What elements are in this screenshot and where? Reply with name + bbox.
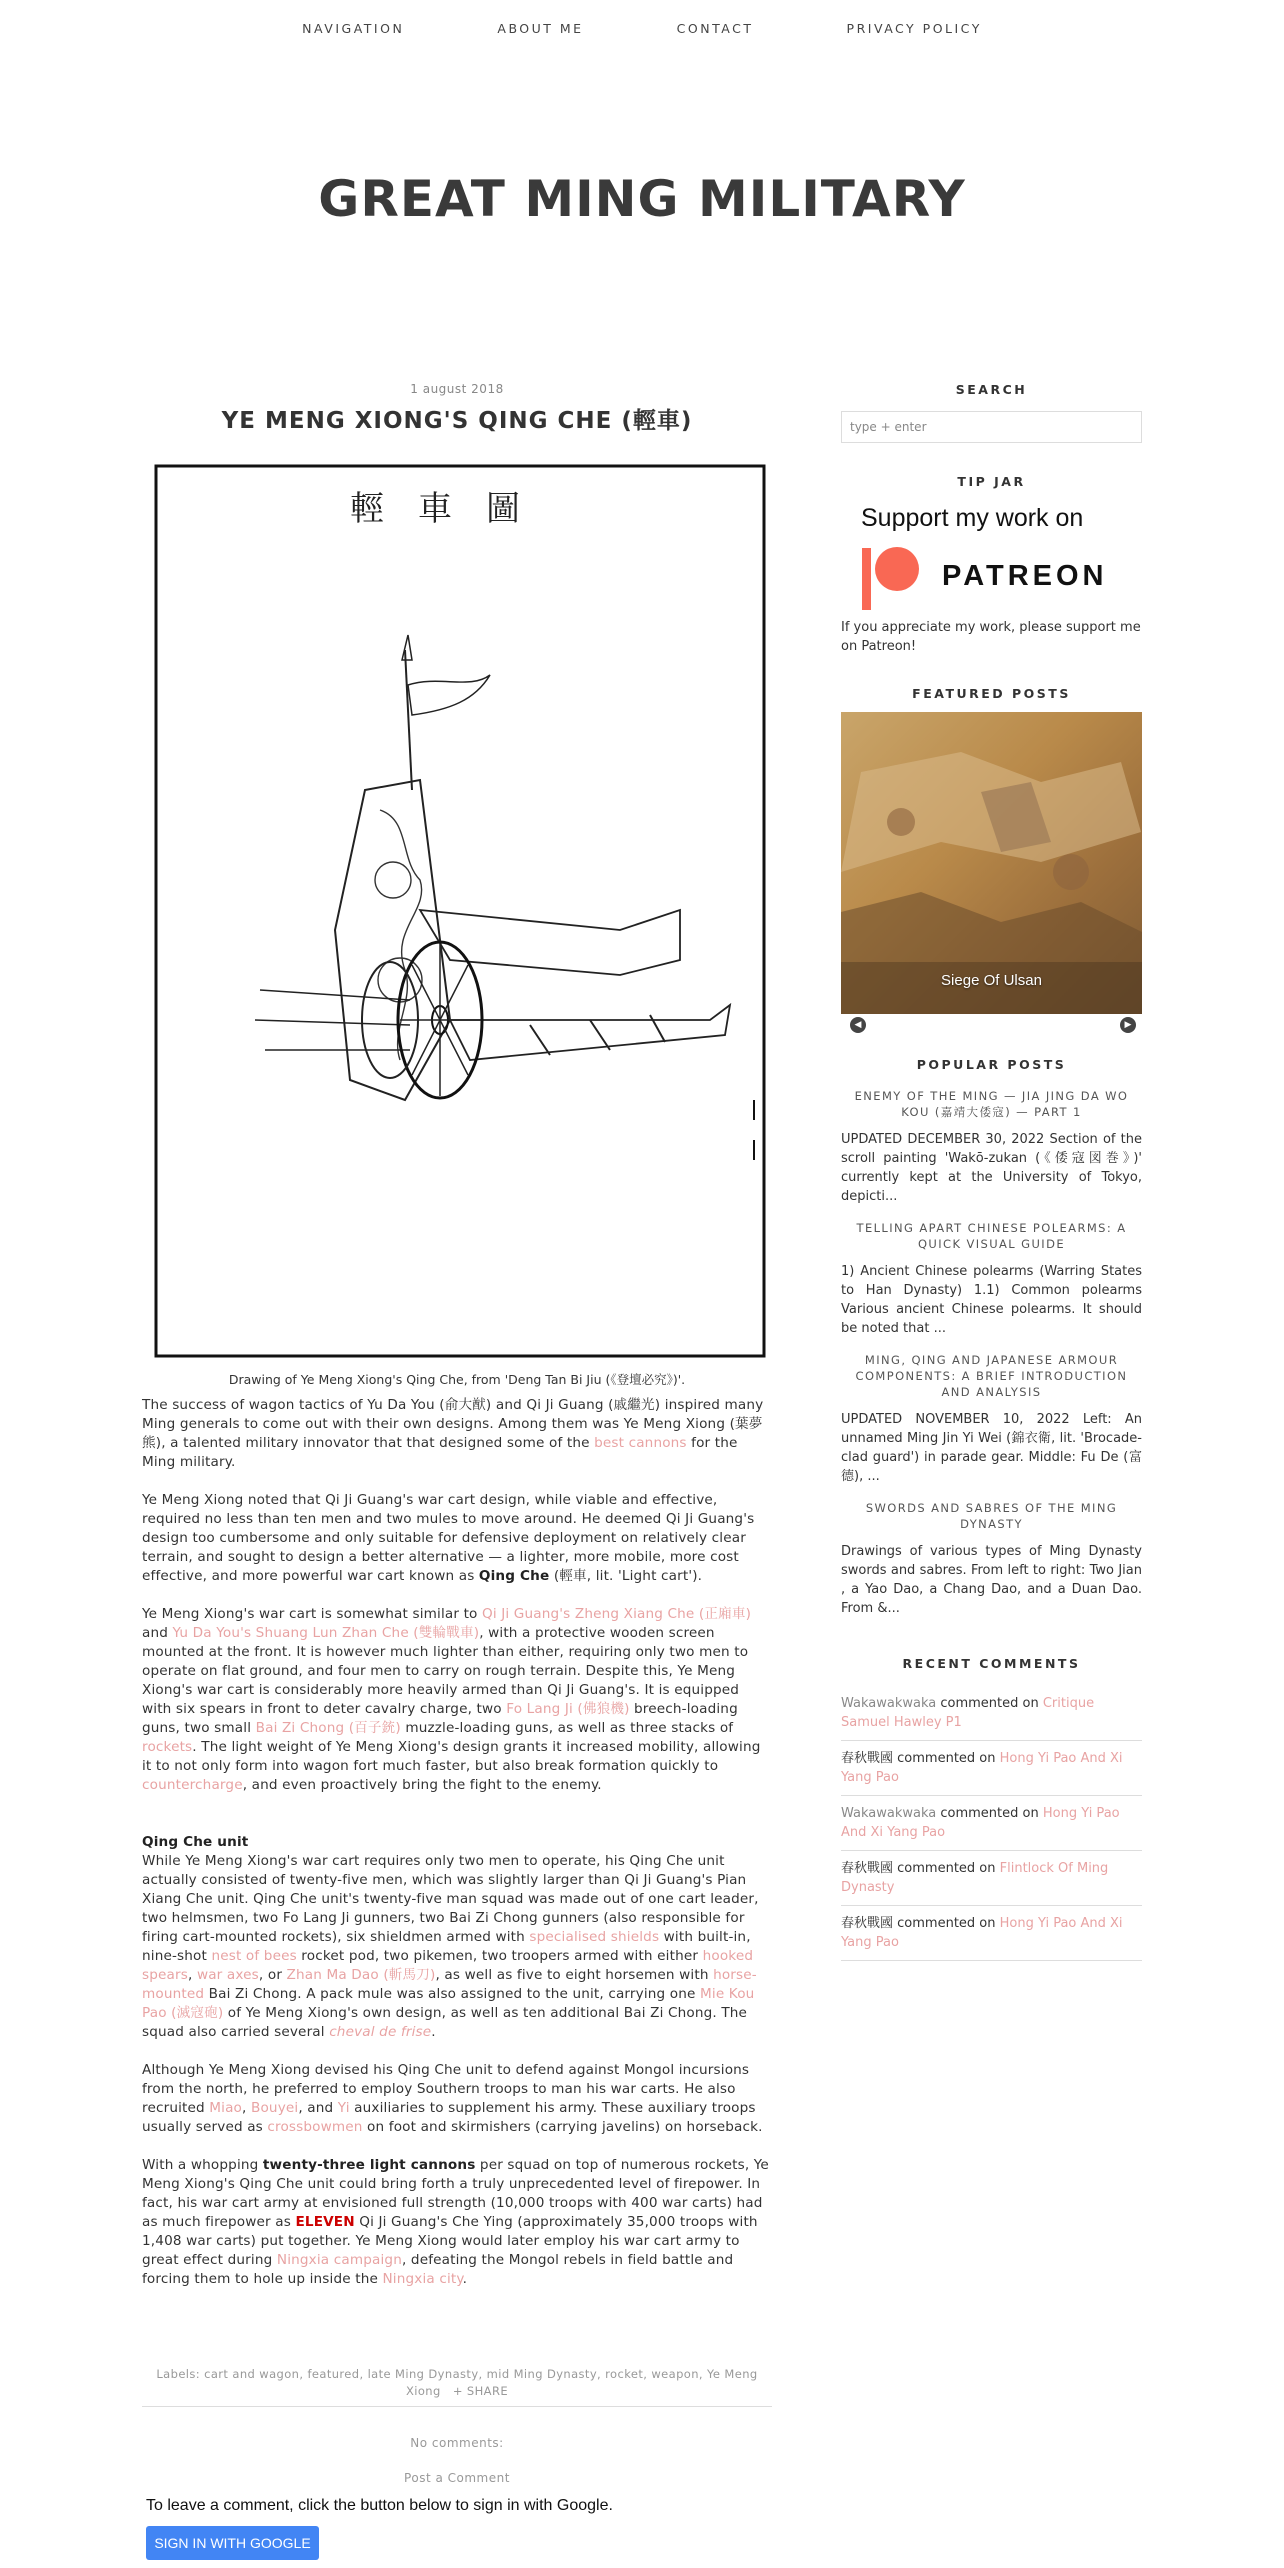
popular-post-snippet: Drawings of various types of Ming Dynasty swords and sabres. From left to right: Two Jian , a Yao Dao, a Chang Dao, and a Duan Dao. From &... — [841, 1544, 1142, 1616]
patreon-banner[interactable] — [841, 500, 1142, 618]
link-mie-kou-pao[interactable]: Mie Kou Pao (滅寇砲) — [142, 1986, 755, 2021]
patreon-wordmark: PATREON — [942, 560, 1108, 592]
paragraph-2: Ye Meng Xiong noted that Qi Ji Guang's war cart design, while viable and effective, required no less than ten men and two mules to move around. He deemed Qi Ji Guang's design too cumbersome and only suitable for defensive deployment on relatively clear terrain, and sought to design a better alternative — a lighter, more mobile, more cost effective, and more powerful war cart known as Qing Che (輕車, lit. 'Light cart'). — [142, 1492, 755, 1584]
figure-title-text: 輕車圖 — [350, 489, 554, 529]
link-nest-of-bees[interactable]: nest of bees — [211, 1948, 297, 1964]
link-zheng-xiang-che[interactable]: Qi Ji Guang's Zheng Xiang Che (正廂車) — [482, 1606, 752, 1622]
paragraph-6: With a whopping twenty-three light cannons per squad on top of numerous rockets, Ye Meng Xiong's Qing Che unit could bring forth a truly unprecedented level of firepower. In fact, his war cart army at envisioned full strength (10,000 troops with 400 war carts) had as much firepower as ELEVEN Qi Ji Guang's Che Ying (approximately 35,000 troops with 1,408 war carts) put together. Ye Meng Xiong would later employ his war cart army to great effect during Ningxia campaign, defeating the Mongol rebels in field battle and forcing them to hole up inside the Ningxia city. — [142, 2157, 769, 2287]
recent-comments-heading: RECENT COMMENTS — [902, 1656, 1081, 1671]
slider-prev-icon[interactable]: ◀ — [850, 1017, 866, 1033]
featured-painting-image — [841, 712, 1142, 1014]
link-war-axes[interactable]: war axes — [196, 1967, 259, 1983]
recent-comment-item: Wakawakwaka commented on Critique Samuel Hawley P1 — [841, 1686, 1142, 1741]
popular-posts-list — [841, 1088, 1142, 1632]
nav-item-about-me[interactable]: ABOUT ME — [497, 21, 584, 36]
unit-heading: Qing Che unit — [142, 1834, 249, 1850]
popular-post-title[interactable]: SWORDS AND SABRES OF THE MING DYNASTY — [865, 1501, 1118, 1531]
link-cheval-de-frise[interactable]: cheval de frise — [329, 2024, 432, 2040]
popular-post-snippet: UPDATED DECEMBER 30, 2022 Section of the scroll painting 'Wakō-zukan (《倭寇図巻》)' currently kept at the University of Tokyo, depicti... — [841, 1132, 1142, 1204]
comment-target-link[interactable]: Hong Yi Pao And Xi Yang Pao — [841, 1751, 1123, 1785]
paragraph-5: Although Ye Meng Xiong devised his Qing Che unit to defend against Mongol incursions from the north, he preferred to employ Southern troops to man his war carts. He also recruited Miao, Bouyei, and Yi auxiliaries to supplement his army. These auxiliary troops usually served as crossbowmen on foot and skirmishers (carrying javelins) on horseback. — [142, 2062, 763, 2135]
recent-comments-list — [841, 1686, 1142, 1961]
post-date: 1 august 2018 — [410, 382, 504, 396]
emphasis-eleven: ELEVEN — [295, 2214, 355, 2230]
post-comment-heading: Post a Comment — [404, 2471, 510, 2485]
post-labels — [142, 2366, 772, 2407]
popular-post-item — [841, 1220, 1142, 1338]
slider-next-icon[interactable]: ▶ — [1120, 1017, 1136, 1033]
recent-comment-item: 春秋戰國 commented on Flintlock Of Ming Dynasty — [841, 1851, 1142, 1906]
war-cart-drawing — [150, 460, 770, 1360]
featured-post-image[interactable] — [841, 712, 1142, 1014]
link-horse-mounted[interactable]: horse-mounted — [142, 1967, 757, 2002]
comments-count: No comments: — [410, 2436, 504, 2450]
labels-text[interactable]: Labels: cart and wagon, featured, late Ming Dynasty, mid Ming Dynasty, rocket, weapon, Ye Meng Xiong — [156, 2367, 758, 2398]
nav-item-contact[interactable]: CONTACT — [676, 21, 754, 36]
share-button[interactable]: + SHARE — [452, 2384, 509, 2398]
tip-jar-text: If you appreciate my work, please support me on Patreon! — [841, 620, 1141, 654]
link-specialised-shields[interactable]: specialised shields — [529, 1929, 660, 1945]
signin-instruction: To leave a comment, click the button below to sign in with Google. — [146, 2497, 613, 2514]
comment-author[interactable]: 春秋戰國 — [841, 1916, 894, 1931]
patreon-logo-icon — [859, 544, 919, 614]
search-input[interactable] — [841, 411, 1142, 443]
figure-caption: Drawing of Ye Meng Xiong's Qing Che, from 'Deng Tan Bi Jiu (《登壇必究》)'. — [228, 1372, 686, 1387]
paragraph-3: Ye Meng Xiong's war cart is somewhat similar to Qi Ji Guang's Zheng Xiang Che (正廂車) and Yu Da You's Shuang Lun Zhan Che (雙輪戰車), with a protective wooden screen mounted at the front. It is however much lighter than either, requiring only two men to operate on flat ground, and four men to carry on rough terrain. Despite this, Ye Meng Xiong's war cart is considerably more heavily armed than Qi Ji Guang's. It is equipped with six spears in front to deter cavalry charge, two Fo Lang Ji (佛狼機) breech-loading guns, two small Bai Zi Chong (百子銃) muzzle-loading guns, as well as three stacks of rockets. The light weight of Ye Meng Xiong's design grants it increased mobility, allowing it to not only form into wagon fort much faster, but also break formation quickly to countercharge, and even proactively bring the fight to the enemy. — [142, 1606, 761, 1793]
comment-target-link[interactable]: Critique Samuel Hawley P1 — [841, 1696, 1095, 1730]
link-bouyei[interactable]: Bouyei — [250, 2100, 299, 2116]
link-ningxia-campaign[interactable]: Ningxia campaign — [276, 2252, 402, 2268]
tip-jar-heading: TIP JAR — [957, 474, 1026, 489]
patreon-support-text: Support my work on — [861, 504, 1084, 532]
nav-item-navigation[interactable]: NAVIGATION — [302, 21, 405, 36]
featured-post-caption[interactable]: Siege Of Ulsan — [941, 972, 1042, 989]
link-best-cannons[interactable]: best cannons — [594, 1435, 687, 1451]
link-yi[interactable]: Yi — [337, 2100, 350, 2116]
link-hooked-spears[interactable]: hooked spears — [142, 1948, 754, 1983]
post-header — [142, 382, 772, 435]
link-countercharge[interactable]: countercharge — [142, 1777, 243, 1793]
recent-comment-item: Wakawakwaka commented on Hong Yi Pao And Xi Yang Pao — [841, 1796, 1142, 1851]
recent-comment-item: 春秋戰國 commented on Hong Yi Pao And Xi Yang Pao — [841, 1906, 1142, 1961]
comment-target-link[interactable]: Hong Yi Pao And Xi Yang Pao — [841, 1806, 1120, 1840]
link-zhan-ma-dao[interactable]: Zhan Ma Dao (斬馬刀) — [286, 1967, 436, 1983]
link-crossbowmen[interactable]: crossbowmen — [267, 2119, 363, 2135]
post-figure-qing-che-drawing[interactable] — [150, 460, 770, 1360]
link-shuang-lun-zhan-che[interactable]: Yu Da You's Shuang Lun Zhan Che (雙輪戰車) — [172, 1625, 480, 1641]
paragraph-1: The success of wagon tactics of Yu Da You (俞大猷) and Qi Ji Guang (戚繼光) inspired many Ming generals to come out with their own designs. Among them was Ye Meng Xiong (葉夢熊), a talented military innovator that that designed some of the best cannons for the Ming military. — [142, 1397, 764, 1470]
comment-target-link[interactable]: Hong Yi Pao And Xi Yang Pao — [841, 1916, 1123, 1950]
sign-in-with-google-button[interactable]: SIGN IN WITH GOOGLE — [146, 2526, 319, 2560]
popular-post-item — [841, 1088, 1142, 1206]
comment-author[interactable]: 春秋戰國 — [841, 1751, 894, 1766]
link-rockets[interactable]: rockets — [142, 1739, 193, 1755]
recent-comment-item: 春秋戰國 commented on Hong Yi Pao And Xi Yang Pao — [841, 1741, 1142, 1796]
top-navigation — [0, 18, 1284, 37]
link-bai-zi-chong[interactable]: Bai Zi Chong (百子銃) — [255, 1720, 401, 1736]
featured-posts-heading: FEATURED POSTS — [912, 686, 1071, 701]
site-title[interactable]: GREAT MING MILITARY — [318, 170, 966, 228]
comment-author[interactable]: 春秋戰國 — [841, 1861, 894, 1876]
comment-target-link[interactable]: Flintlock Of Ming Dynasty — [841, 1861, 1109, 1895]
popular-post-item — [841, 1500, 1142, 1618]
link-miao[interactable]: Miao — [209, 2100, 243, 2116]
post-body — [142, 1396, 772, 2308]
popular-posts-heading: POPULAR POSTS — [916, 1057, 1067, 1072]
post-title[interactable]: YE MENG XIONG'S QING CHE (輕車) — [221, 408, 693, 434]
comment-author[interactable]: Wakawakwaka — [841, 1696, 937, 1711]
nav-item-privacy-policy[interactable]: PRIVACY POLICY — [846, 21, 982, 36]
popular-post-snippet: UPDATED NOVEMBER 10, 2022 Left: An unnamed Ming Jin Yi Wei (錦衣衛, lit. 'Brocade-clad guard') in parade gear. Middle: Fu De (富德), ... — [841, 1412, 1142, 1484]
comment-author[interactable]: Wakawakwaka — [841, 1806, 937, 1821]
popular-post-snippet: 1) Ancient Chinese polearms (Warring States to Han Dynasty) 1.1) Common polearms Various ancient Chinese polearms. It should be noted that ... — [841, 1264, 1142, 1336]
popular-post-item — [841, 1352, 1142, 1486]
link-fo-lang-ji[interactable]: Fo Lang Ji (佛狼機) — [506, 1701, 630, 1717]
search-heading: SEARCH — [955, 382, 1028, 397]
popular-post-title[interactable]: TELLING APART CHINESE POLEARMS: A QUICK VISUAL GUIDE — [856, 1221, 1127, 1251]
sidebar — [841, 382, 1142, 397]
popular-post-title[interactable]: ENEMY OF THE MING — JIA JING DA WO KOU (嘉靖大倭寇) — PART 1 — [854, 1089, 1129, 1119]
paragraph-4: Qing Che unit While Ye Meng Xiong's war cart requires only two men to operate, his Qing Che unit actually consisted of twenty-five men, which was slightly larger than Qi Ji Guang's Pian Xiang Che unit. Qing Che unit's twenty-five man squad was made out of one cart leader, two helmsmen, two Fo Lang Ji gunners, two Bai Zi Chong gunners (also responsible for firing cart-mounted rockets), six shieldmen armed with specialised shields with built-in, nine-shot nest of bees rocket pod, two pikemen, two troopers armed with either hooked spears, war axes, or Zhan Ma Dao (斬馬刀), as well as five to eight horsemen with horse-mounted Bai Zi Chong. A pack mule was also assigned to the unit, carrying one Mie Kou Pao (滅寇砲) of Ye Meng Xiong's own design, as well as ten additional Bai Zi Chong. The squad also carried several cheval de frise. — [142, 1833, 772, 2042]
popular-post-title[interactable]: MING, QING AND JAPANESE ARMOUR COMPONENTS: A BRIEF INTRODUCTION AND ANALYSIS — [855, 1353, 1128, 1399]
link-ningxia-city[interactable]: Ningxia city — [382, 2271, 463, 2287]
